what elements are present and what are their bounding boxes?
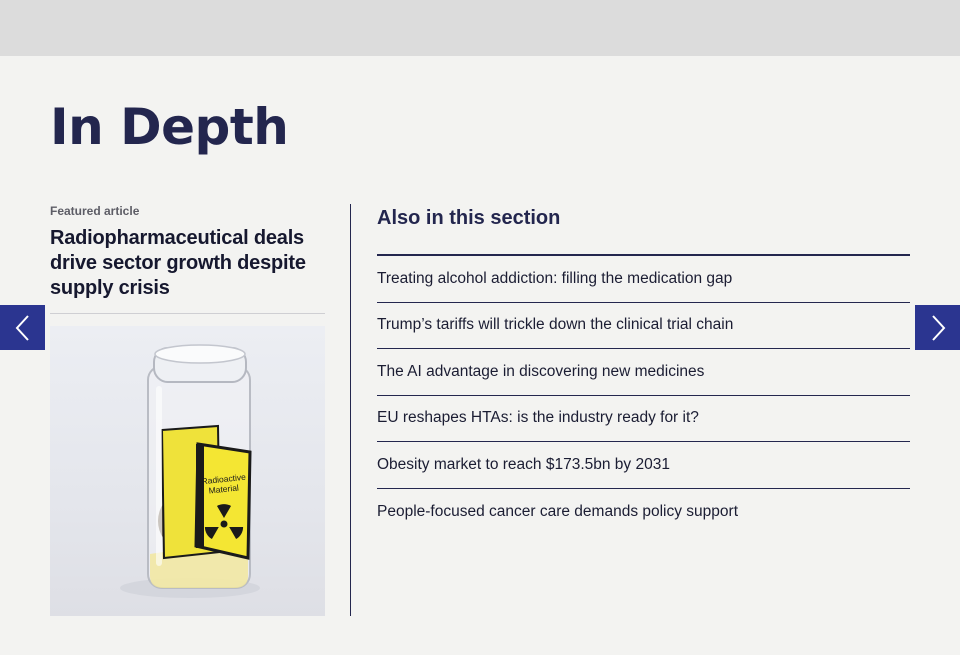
label-text-line1: Radioactive [201,471,247,487]
featured-divider [50,313,325,314]
section-title: In Depth [50,98,289,156]
featured-image[interactable] [50,326,325,616]
also-list [377,256,910,535]
chevron-right-icon [928,314,948,342]
column-divider [350,204,351,616]
radioactive-vial-illustration [50,326,325,616]
chevron-left-icon [13,314,33,342]
also-list-item[interactable]: Trump’s tariffs will trickle down the clinical trial chain [377,303,910,350]
also-title: Also in this section [377,207,561,229]
featured-article[interactable] [50,204,325,496]
also-list-item[interactable]: People-focused cancer care demands policy support [377,502,739,520]
carousel-prev-button[interactable] [0,305,45,350]
also-list-item[interactable]: Obesity market to reach $173.5bn by 2031 [377,442,910,489]
featured-headline[interactable]: Radiopharmaceutical deals drive sector growth despite supply crisis [50,227,306,299]
featured-kicker: Featured article [50,204,140,218]
carousel-next-button[interactable] [915,305,960,350]
also-list-item[interactable]: The AI advantage in discovering new medicines [377,349,910,396]
also-list-item[interactable]: EU reshapes HTAs: is the industry ready for it? [377,396,910,443]
label-text-line2: Material [208,482,240,496]
also-list-item[interactable]: Treating alcohol addiction: filling the medication gap [377,256,910,303]
top-bar [0,0,960,56]
also-in-section [377,204,910,535]
